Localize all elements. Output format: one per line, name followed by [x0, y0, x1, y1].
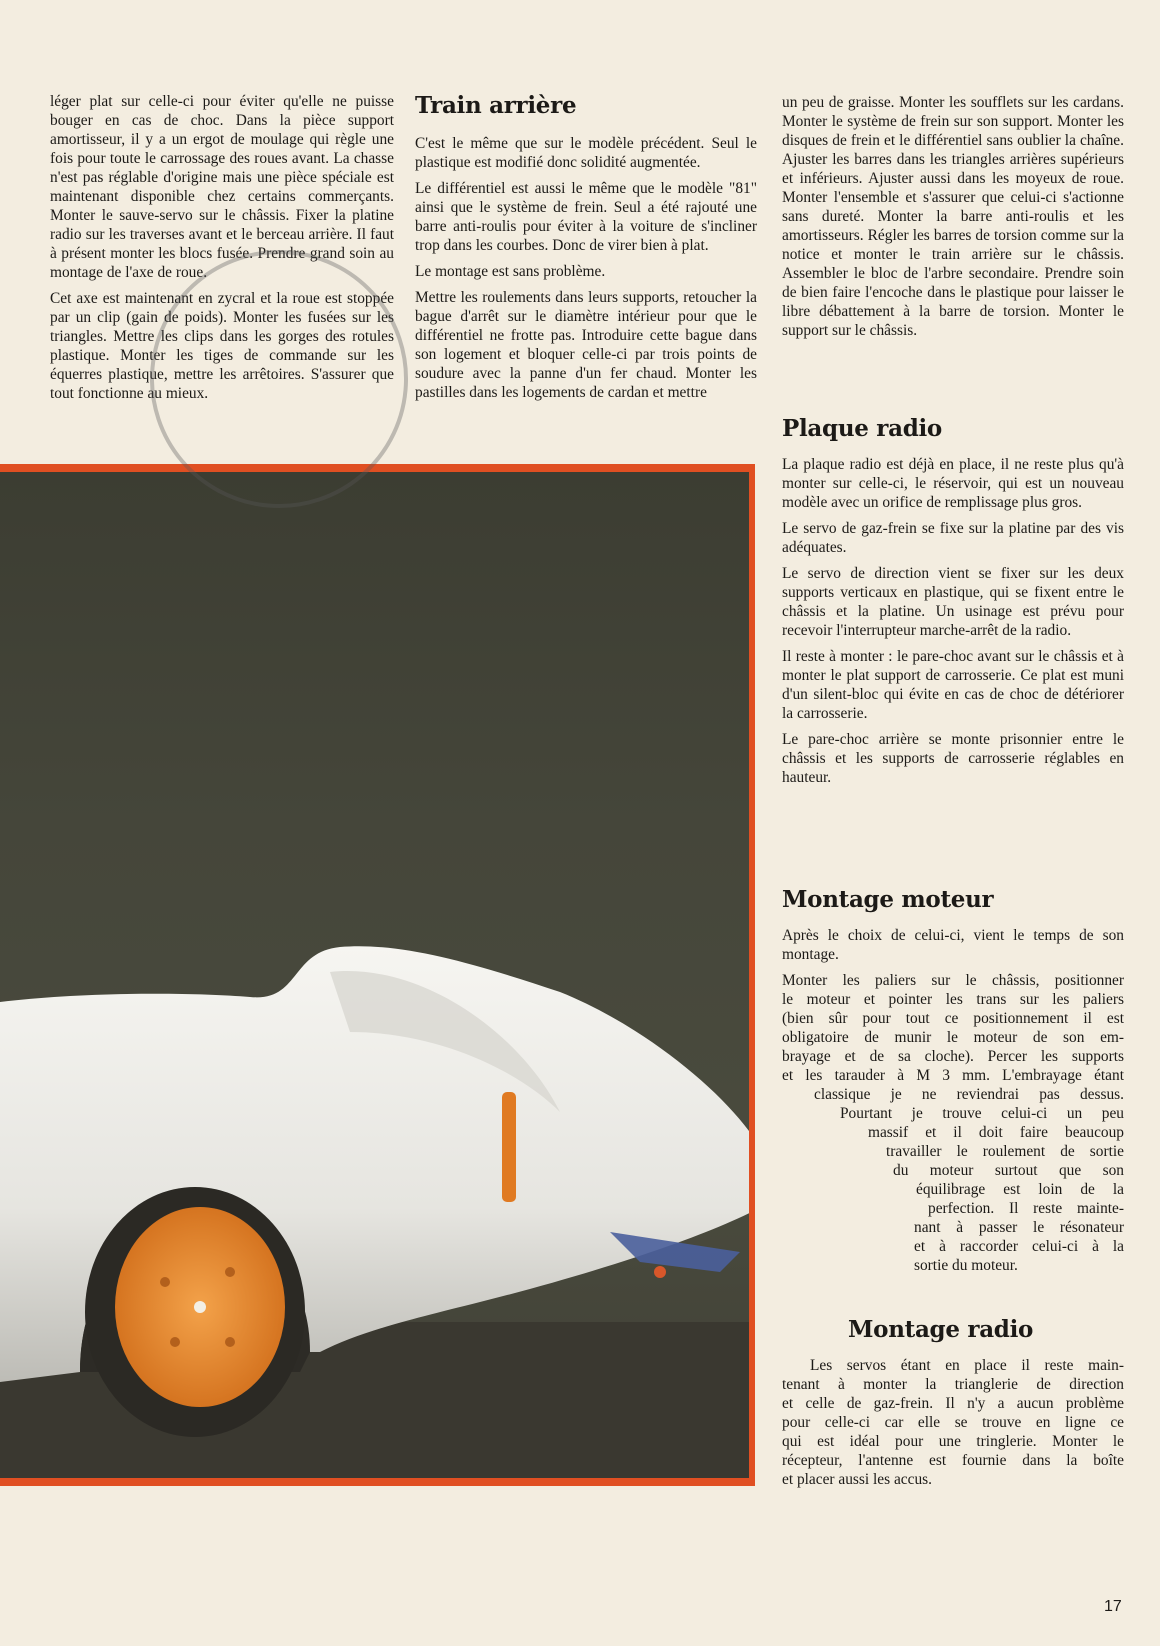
col2-paragraph-3: Le montage est sans problème.	[415, 263, 606, 280]
column-2	[415, 92, 757, 409]
plaque-paragraph-1: La plaque radio est déjà en place, il ne reste plus qu'à monter sur celle-ci, le réservoir, qui est un nouveau modèle avec un orifice de remplissage plus gros.	[782, 456, 1124, 511]
plaque-paragraph-4: Il reste à monter : le pare-choc avant sur le châssis et à monter le plat support de carrosserie. Ce plat est muni d'un silent-bloc qui évite en cas de choc de détériorer la carrosserie.	[782, 648, 1124, 722]
heading-plaque-radio: Plaque radio	[782, 415, 942, 442]
col3-paragraph-1: un peu de graisse. Monter les soufflets sur les cardans. Monter le système de frein sur son support. Monter les disques de frein et le différentiel sans oublier la chaîne. Ajuster les barres dans les triangles arrières supérieurs et inférieurs. Ajuster aussi dans les moyeux de roue. Monter l'ensemble et s'assurer que celui-ci s'actionne sans dureté. Monter la barre anti-roulis et les amortisseurs. Régler les barres de torsion comme sur la notice et monter le train arrière sur le châssis. Assembler le bloc de l'arbre secondaire. Prendre soin de bien faire l'encoche dans le plastique pour laisser le libre débattement à la barre de torsion. Monter le support sur le châssis.	[782, 94, 1124, 339]
text-line: du moteur surtout que son	[893, 1162, 1124, 1179]
text-line: Pourtant je trouve celui-ci un peu	[840, 1105, 1124, 1122]
text-line: et les tarauder à M 3 mm. L'embrayage étant	[782, 1067, 1124, 1084]
heading-montage-moteur: Montage moteur	[782, 886, 994, 913]
text-line: obligatoire de munir le moteur de son em-	[782, 1029, 1124, 1046]
text-line: (bien sûr pour tout ce positionnement il est	[782, 1010, 1124, 1027]
heading-train-arriere: Train arrière	[415, 92, 577, 119]
text-line: équilibrage est loin de la	[916, 1181, 1124, 1198]
text-line: et placer aussi les accus.	[782, 1471, 932, 1488]
col2-paragraph-4: Mettre les roulements dans leurs supports, retoucher la bague d'arrêt sur le diamètre intérieur pour que le différentiel ne frotte pas. Introduire cette bague dans son logement et bloquer celle-ci par trois points de soudure avec la panne d'un fer chaud. Monter les pastilles dans les logements de cardan et mettre	[415, 289, 757, 401]
section-montage-radio	[782, 1316, 1124, 1489]
text-line: nant à passer le résonateur	[914, 1219, 1124, 1236]
car-photo	[0, 472, 749, 1478]
text-line: récepteur, l'antenne est fournie dans la boîte	[782, 1452, 1124, 1469]
radio-paragraph	[782, 1356, 1124, 1489]
text-line: perfection. Il reste mainte-	[928, 1200, 1124, 1217]
photo-frame	[0, 464, 755, 1486]
plaque-paragraph-3: Le servo de direction vient se fixer sur les deux supports verticaux en plastique, qui se fixent entre le châssis et la platine. Un usinage est prévu pour recevoir l'interrupteur marche-arrêt de la radio.	[782, 565, 1124, 639]
text-line: Les servos étant en place il reste main-	[810, 1357, 1124, 1374]
text-line: Monter les paliers sur le châssis, positionner	[782, 972, 1124, 989]
col2-paragraph-2: Le différentiel est aussi le même que le modèle "81" ainsi que le système de frein. Seul a été rajouté une barre anti-roulis pour éviter à la voiture de s'incliner trop dans les courbes. Donc de virer bien à plat.	[415, 180, 757, 254]
page-number: 17	[1104, 1598, 1122, 1615]
car-illustration	[0, 472, 749, 1478]
text-line: pour celle-ci car elle se trouve en ligne ce	[782, 1414, 1124, 1431]
heading-montage-radio: Montage radio	[848, 1316, 1034, 1343]
text-line: brayage et de sa cloche). Percer les supports	[782, 1048, 1124, 1065]
wheel-bolt	[225, 1337, 235, 1347]
text-line: travailler le roulement de sortie	[886, 1143, 1124, 1160]
text-line: et à raccorder celui-ci à la	[914, 1238, 1124, 1255]
antenna-post	[502, 1092, 516, 1202]
text-line: sortie du moteur.	[914, 1257, 1018, 1274]
wheel-bolt	[170, 1337, 180, 1347]
text-line: tenant à monter la trianglerie de direction	[782, 1376, 1124, 1393]
text-line: massif et il doit faire beaucoup	[868, 1124, 1124, 1141]
plaque-paragraph-5: Le pare-choc arrière se monte prisonnier entre le châssis et les supports de carrosserie réglables en hauteur.	[782, 731, 1124, 786]
col1-paragraph-2: Cet axe est maintenant en zycral et la roue est stoppée par un clip (gain de poids). Monter les fusées sur les triangles. Mettre les clips dans les gorges des rotules plastique. Monter les tiges de commande sur les équerres plastique, mettre les arrêtoires. S'assurer que tout fonctionne au mieux.	[50, 290, 394, 402]
plaque-paragraph-2: Le servo de gaz-frein se fixe sur la platine par des vis adéquates.	[782, 520, 1124, 556]
text-line: et celle de gaz-frein. Il n'y a aucun problème	[782, 1395, 1124, 1412]
decal-dot	[654, 1266, 666, 1278]
section-montage-moteur	[782, 886, 1124, 1275]
section-plaque-radio	[782, 415, 1124, 794]
col2-paragraph-1: C'est le même que sur le modèle précédent. Seul le plastique est modifié donc solidité augmentée.	[415, 135, 757, 171]
wheel-bolt	[160, 1277, 170, 1287]
text-line: classique je ne reviendrai pas dessus.	[814, 1086, 1124, 1103]
moteur-paragraph-2	[782, 971, 1124, 1275]
text-line: qui est idéal pour une tringlerie. Monter le	[782, 1433, 1124, 1450]
col1-paragraph-1: léger plat sur celle-ci pour éviter qu'elle ne puisse bouger en cas de choc. Dans la pièce support amortisseur, il y a un ergot de moulage qui règle une fois pour toute le carrossage des roues avant. La chasse n'est pas réglable d'origine mais une pièce spéciale est maintenant disponible chez certains commerçants. Monter le sauve-servo sur le châssis. Fixer la platine radio sur les traverses avant et le berceau arrière. Il faut à présent monter les blocs fusée. Prendre grand soin au montage de l'axe de roue.	[50, 93, 394, 281]
text-line: le moteur et pointer les trans sur les paliers	[782, 991, 1124, 1008]
column-3	[782, 93, 1124, 347]
moteur-paragraph-1: Après le choix de celui-ci, vient le temps de son montage.	[782, 927, 1124, 963]
wheel-bolt	[225, 1267, 235, 1277]
wheel-hub	[194, 1301, 206, 1313]
